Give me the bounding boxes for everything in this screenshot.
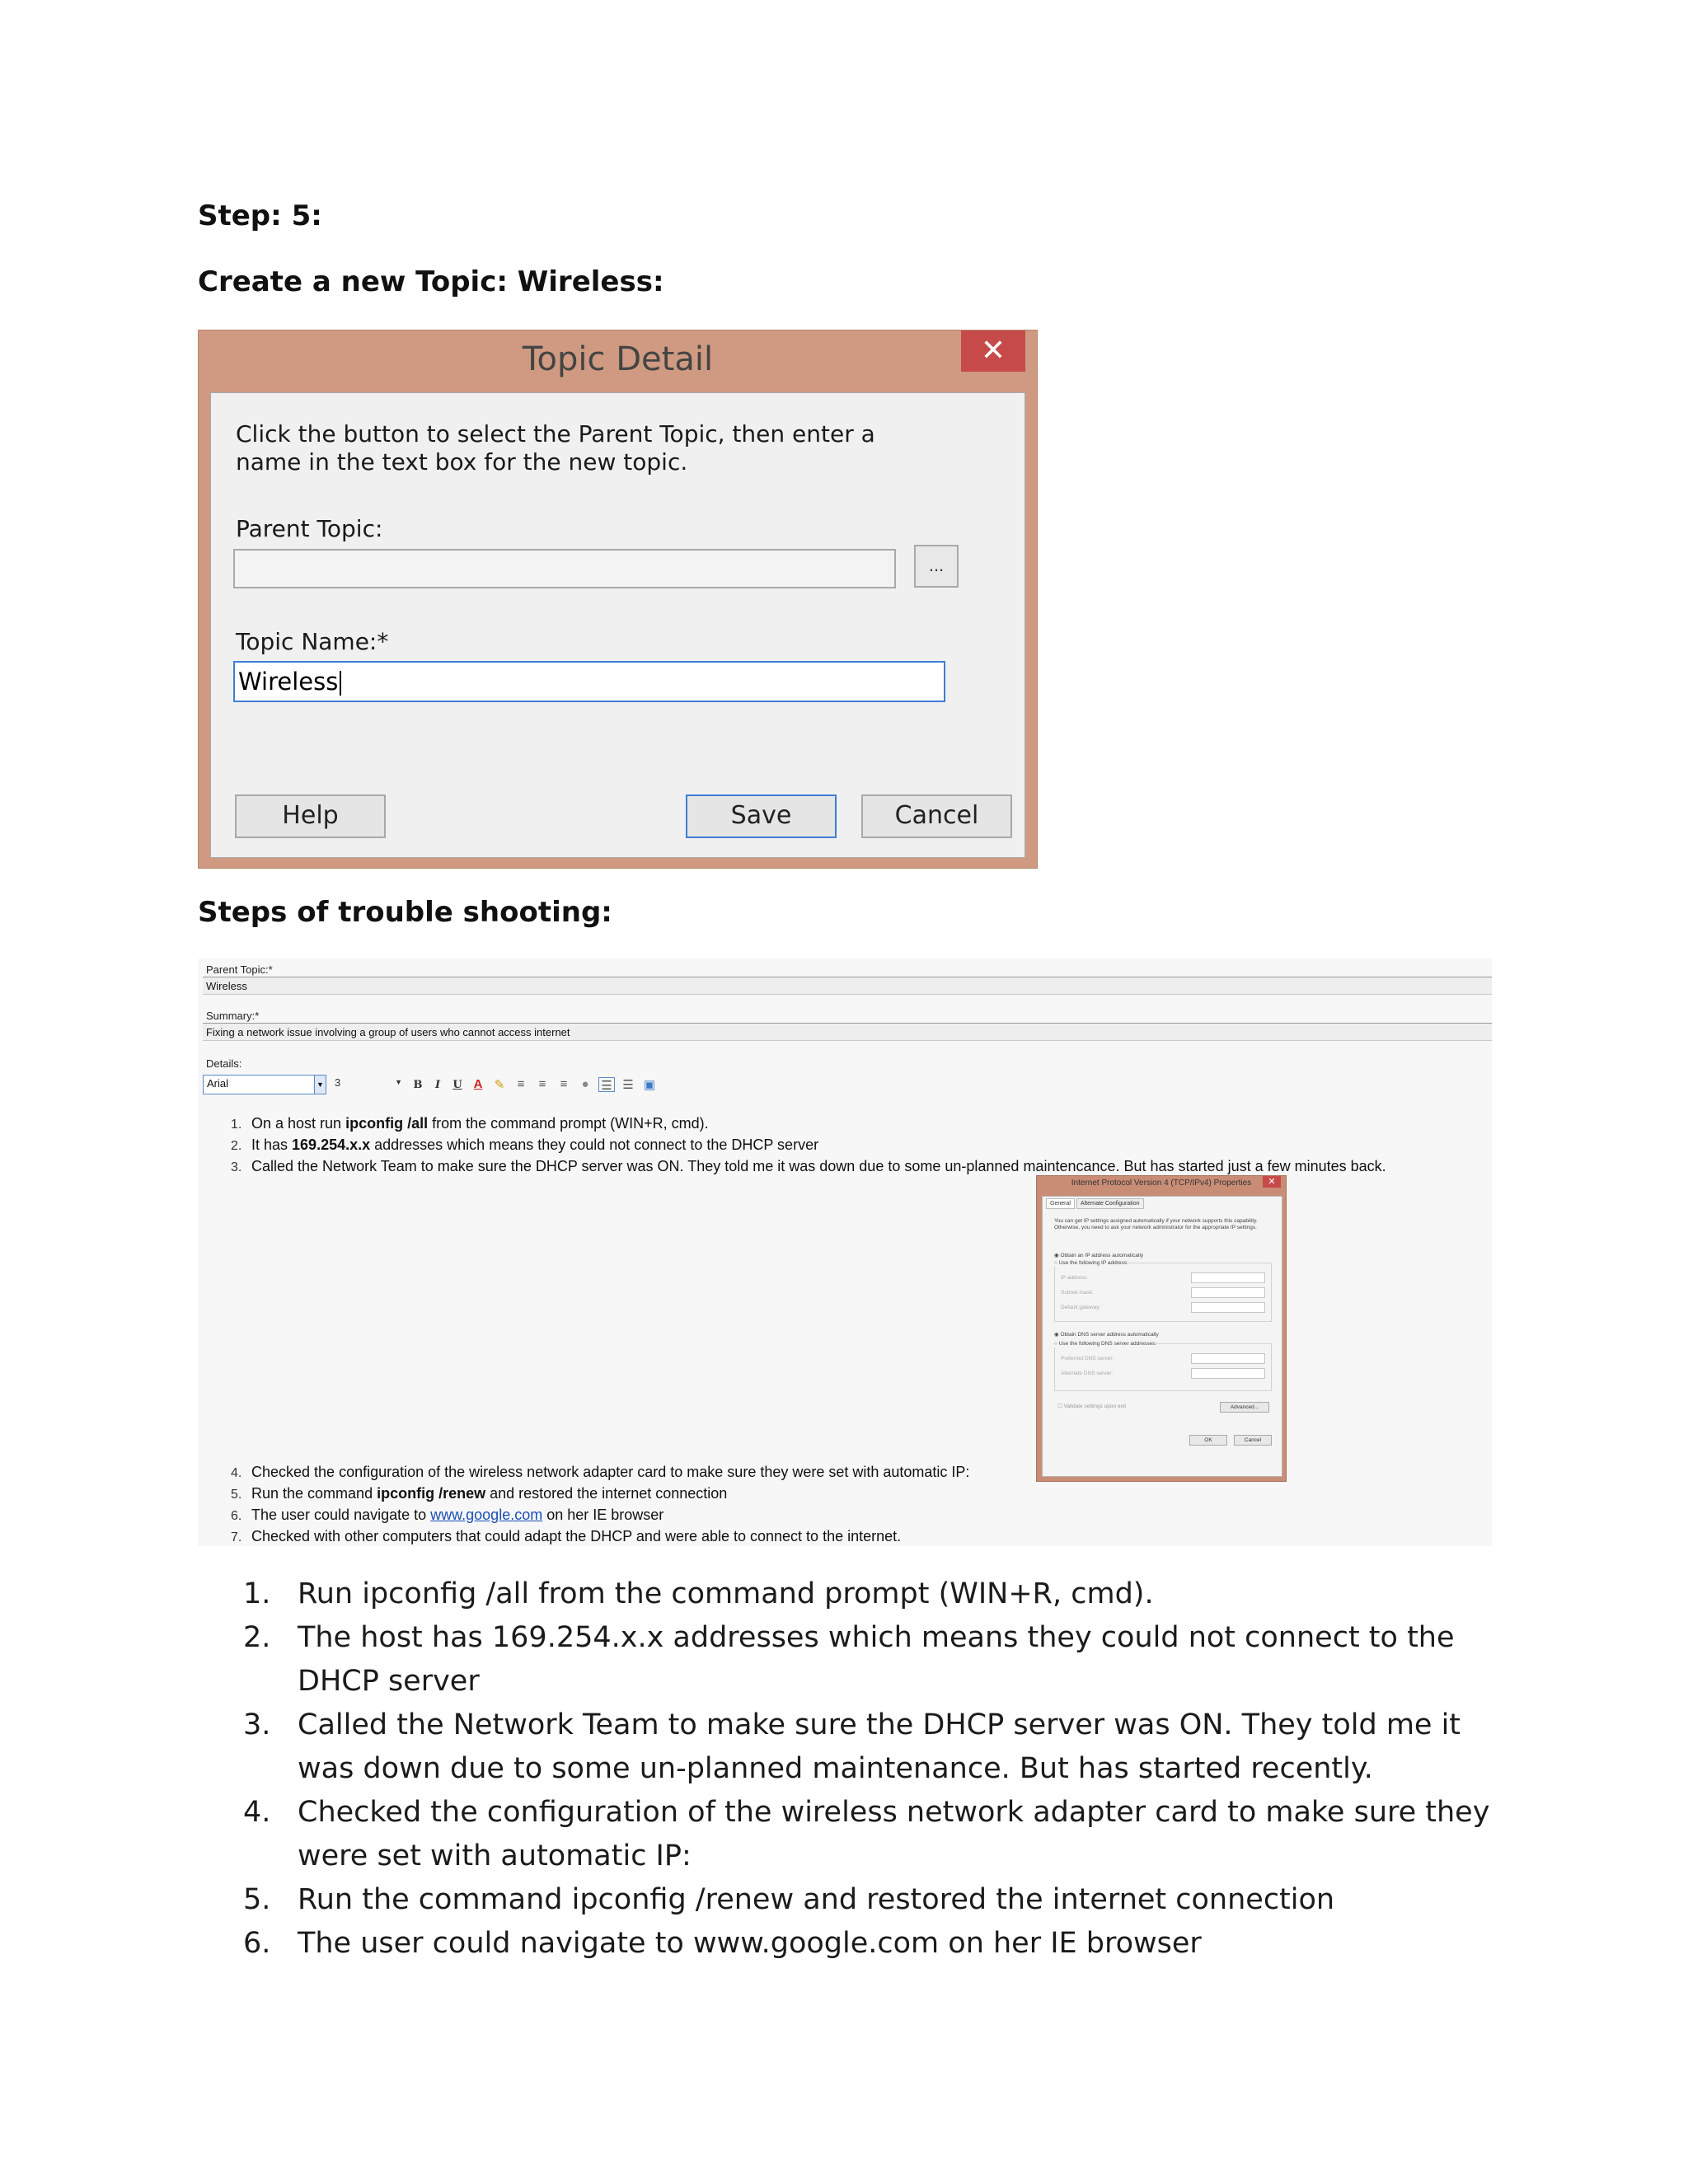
step-heading: Step: 5: (198, 199, 322, 232)
ticket-details-label: Details: (206, 1057, 242, 1070)
ipv4-properties-window (1036, 1175, 1287, 1482)
dialog-title: Topic Detail (522, 340, 714, 378)
list-number: 4. (243, 1796, 271, 1829)
default-gateway-field[interactable] (1191, 1302, 1265, 1313)
editor-toolbar (203, 1074, 1492, 1095)
list-item (243, 1572, 1512, 1616)
tab-alternate-configuration[interactable]: Alternate Configuration (1076, 1198, 1144, 1209)
obtain-dns-radio[interactable]: ◉ Obtain DNS server address automatically (1054, 1332, 1159, 1338)
ipv4-title: Internet Protocol Version 4 (TCP/IPv4) Properties (1071, 1179, 1252, 1188)
parent-topic-label: Parent Topic: (236, 515, 383, 542)
list-number: 3. (231, 1160, 242, 1174)
list-text: on her IE browser (542, 1507, 664, 1523)
list-number: 5. (243, 1883, 271, 1916)
list-item (243, 1791, 1512, 1878)
list-item (243, 1704, 1512, 1791)
ipv4-body (1042, 1196, 1282, 1477)
help-button[interactable]: Help (235, 794, 386, 838)
list-item (231, 1526, 969, 1548)
align-left-icon[interactable]: ≡ (517, 1077, 525, 1091)
list-item (243, 1922, 1512, 1966)
list-number: 7. (231, 1530, 242, 1544)
ipv4-ok-button[interactable]: OK (1189, 1435, 1227, 1446)
list-text: Run ipconfig /all from the command prompt (WIN+R, cmd). (298, 1577, 1154, 1610)
list-item (231, 1135, 1386, 1156)
image-icon[interactable]: ▣ (643, 1078, 656, 1092)
list-bold-text: ipconfig /renew (377, 1485, 486, 1502)
default-gateway-label: Default gateway: (1061, 1305, 1101, 1310)
font-color-icon[interactable]: A (473, 1077, 483, 1091)
italic-button[interactable]: I (434, 1078, 441, 1091)
list-text: The host has 169.254.x.x addresses which means they could not connect to the DHCP server (298, 1621, 1455, 1698)
obtain-ip-radio[interactable]: ◉ Obtain an IP address automatically (1054, 1253, 1144, 1258)
list-number: 4. (231, 1466, 242, 1480)
use-dns-label: Use the following DNS server addresses: (1058, 1341, 1157, 1347)
ipv4-cancel-button[interactable]: Cancel (1234, 1435, 1272, 1446)
ticket-summary-field[interactable]: Fixing a network issue involving a group of users who cannot access internet (203, 1023, 1492, 1041)
alternate-dns-field[interactable] (1191, 1368, 1265, 1379)
topic-name-value: Wireless (238, 668, 339, 696)
preferred-dns-label: Preferred DNS server: (1061, 1356, 1114, 1361)
list-text: On a host run (251, 1115, 346, 1132)
tab-general[interactable]: General (1046, 1198, 1075, 1209)
topic-name-input[interactable] (233, 661, 945, 702)
dialog-instructions: Click the button to select the Parent Topic, then enter a name in the text box for the new topic. (236, 420, 875, 476)
save-button[interactable]: Save (686, 794, 837, 838)
google-link[interactable]: www.google.com (430, 1507, 543, 1523)
list-number: 2. (243, 1621, 271, 1654)
ticket-parent-topic-field[interactable]: Wireless (203, 977, 1492, 995)
list-text: Run the command (251, 1485, 377, 1502)
spell-icon[interactable]: ● (581, 1077, 589, 1091)
list-text: and restored the internet connection (485, 1485, 728, 1502)
cancel-button[interactable]: Cancel (861, 794, 1012, 838)
list-item (231, 1483, 969, 1505)
list-text: The user could navigate to www.google.com on her IE browser (298, 1927, 1202, 1960)
ip-address-label: IP address: (1061, 1275, 1088, 1281)
chevron-down-icon[interactable]: ▼ (395, 1078, 402, 1086)
troubleshooting-list (243, 1572, 1512, 1966)
ticket-form (198, 958, 1492, 1546)
chevron-down-icon[interactable]: ▼ (314, 1076, 326, 1094)
list-number: 6. (231, 1509, 242, 1523)
create-topic-heading: Create a new Topic: Wireless: (198, 265, 664, 298)
list-bold-text: 169.254.x.x (292, 1137, 371, 1153)
dns-group (1054, 1343, 1272, 1391)
ticket-summary-label: Summary:* (206, 1010, 260, 1022)
list-number: 1. (231, 1118, 242, 1132)
text-caret (340, 671, 341, 696)
use-dns-radio[interactable]: ○ Use the following DNS server addresses: (1054, 1341, 1157, 1347)
list-item (231, 1113, 1386, 1135)
list-number: 1. (243, 1577, 271, 1610)
list-text: Checked the configuration of the wireless network adapter card to make sure they were set with automatic IP: (298, 1796, 1490, 1872)
font-select[interactable] (203, 1075, 326, 1094)
obtain-ip-label: Obtain an IP address automatically (1060, 1253, 1144, 1258)
numbered-list-icon[interactable]: ☰ (598, 1077, 615, 1092)
highlight-icon[interactable]: ✎ (494, 1078, 505, 1092)
list-text: Called the Network Team to make sure the DHCP server was ON. They told me it was down due to some un-planned maintencance. But has started just a few minutes back. (251, 1158, 1386, 1174)
validate-label: Validate settings upon exit (1063, 1404, 1127, 1409)
parent-topic-input[interactable] (233, 549, 896, 588)
ticket-parent-topic-label: Parent Topic:* (206, 963, 273, 976)
size-select[interactable] (331, 1075, 406, 1094)
list-bold-text: ipconfig /all (345, 1115, 429, 1132)
list-text: Checked with other computers that could adapt the DHCP and were able to connect to the internet. (251, 1528, 902, 1544)
preferred-dns-field[interactable] (1191, 1353, 1265, 1364)
ipv4-intro: You can get IP settings assigned automatically if your network supports this capability. Otherwise, you need to ask your network administrator for the appropriate IP settings. (1054, 1218, 1258, 1230)
list-number: 2. (231, 1139, 242, 1153)
list-text: The user could navigate to (251, 1507, 431, 1523)
list-text: from the command prompt (WIN+R, cmd). (428, 1115, 709, 1132)
browse-parent-button[interactable]: ... (914, 545, 959, 588)
close-icon[interactable]: ✕ (961, 330, 1025, 372)
font-select-value: Arial (207, 1077, 229, 1090)
list-item (231, 1505, 969, 1526)
list-item (243, 1616, 1512, 1704)
topic-name-label: Topic Name:* (236, 628, 389, 655)
troubleshooting-heading: Steps of trouble shooting: (198, 896, 612, 929)
advanced-button[interactable]: Advanced... (1220, 1402, 1269, 1413)
list-text: Checked the configuration of the wireless network adapter card to make sure they were set with automatic IP: (251, 1464, 970, 1480)
align-center-icon[interactable]: ≡ (538, 1077, 546, 1091)
list-text: Called the Network Team to make sure the DHCP server was ON. They told me it was down due to some un-planned maintenance. But has started recently. (298, 1708, 1461, 1785)
topic-detail-dialog (198, 330, 1038, 869)
validate-checkbox[interactable]: ☐ Validate settings upon exit (1057, 1404, 1127, 1409)
dialog-body (210, 392, 1025, 858)
details-list-top (231, 1113, 1386, 1178)
bold-button[interactable]: B (413, 1078, 423, 1091)
list-text: Run the command ipconfig /renew and restored the internet connection (298, 1883, 1335, 1916)
list-number: 5. (231, 1488, 242, 1502)
list-text: addresses which means they could not connect to the DHCP server (370, 1137, 819, 1153)
list-text: It has (251, 1137, 293, 1153)
ip-address-field[interactable] (1191, 1272, 1265, 1283)
subnet-mask-field[interactable] (1191, 1287, 1265, 1298)
obtain-dns-label: Obtain DNS server address automatically (1060, 1332, 1159, 1338)
list-number: 3. (243, 1708, 271, 1741)
list-number: 6. (243, 1927, 271, 1960)
size-select-value: 3 (335, 1076, 341, 1089)
ipv4-tabs (1046, 1198, 1144, 1209)
bullet-list-icon[interactable]: ☰ (622, 1078, 634, 1092)
align-right-icon[interactable]: ≡ (560, 1077, 568, 1091)
underline-button[interactable]: U (452, 1078, 462, 1091)
list-item (243, 1878, 1512, 1922)
list-item (231, 1462, 969, 1483)
alternate-dns-label: Alternate DNS server: (1061, 1371, 1114, 1376)
use-ip-radio[interactable]: ○ Use the following IP address: (1054, 1260, 1128, 1266)
use-ip-label: Use the following IP address: (1058, 1260, 1128, 1266)
close-icon[interactable]: ✕ (1263, 1176, 1281, 1188)
subnet-mask-label: Subnet mask: (1061, 1290, 1094, 1296)
details-list-bottom (231, 1462, 969, 1548)
